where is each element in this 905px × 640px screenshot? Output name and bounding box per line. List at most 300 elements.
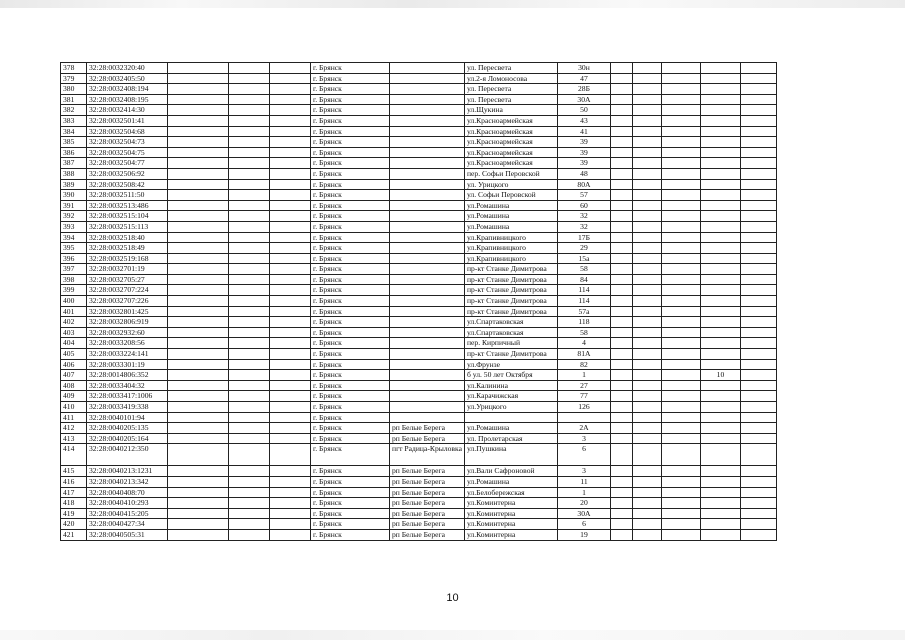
cell-empty [168,402,229,413]
cell-empty [740,73,776,84]
cell-empty [168,63,229,74]
cell-empty [632,211,661,222]
cell-empty [270,359,311,370]
cell-street: ул.Красноармейская [464,115,557,126]
cell-empty [610,359,632,370]
cell-empty [740,147,776,158]
cell-empty [661,338,700,349]
cell-locality [390,285,465,296]
cell-empty [661,487,700,498]
cell-locality [390,84,465,95]
cell-cadastral-number: 32:28:0033208:56 [87,338,168,349]
cell-empty [229,94,270,105]
cell-empty [661,519,700,530]
cell-number: 397 [61,264,87,275]
cell-empty [168,412,229,423]
cell-empty [168,211,229,222]
cell-empty [632,158,661,169]
cell-house: 11 [557,476,610,487]
cell-empty [229,137,270,148]
cell-house: 81А [557,349,610,360]
cell-house: 80А [557,179,610,190]
cell-city: г. Брянск [311,296,390,307]
cell-empty [740,317,776,328]
cell-empty [632,338,661,349]
cell-house: 114 [557,296,610,307]
cell-empty [229,338,270,349]
cell-city: г. Брянск [311,412,390,423]
cell-locality [390,391,465,402]
cell-empty [270,317,311,328]
cell-house: 57а [557,306,610,317]
cell-empty [168,232,229,243]
cell-cadastral-number: 32:28:0040213:342 [87,476,168,487]
cell-empty [632,444,661,466]
cell-empty [740,243,776,254]
cell-empty [740,338,776,349]
cell-empty [661,200,700,211]
cell-empty [632,73,661,84]
cell-street: ул.Крапивницкого [464,253,557,264]
cell-empty [229,73,270,84]
table-row [61,296,777,307]
cell-empty [610,115,632,126]
cell-empty [270,391,311,402]
cell-empty [229,296,270,307]
cell-house: 58 [557,327,610,338]
cell-city: г. Брянск [311,391,390,402]
cell-locality [390,115,465,126]
cell-empty [168,115,229,126]
cell-cadastral-number: 32:28:0032408:195 [87,94,168,105]
cell-empty [740,444,776,466]
cell-street: пр-кт Станке Димитрова [464,264,557,275]
cell-empty [632,147,661,158]
cell-city: г. Брянск [311,317,390,328]
cell-extra [700,115,740,126]
table-row [61,274,777,285]
cell-empty [632,274,661,285]
page-number: 10 [446,592,459,604]
cell-empty [632,84,661,95]
cell-empty [270,380,311,391]
cell-city: г. Брянск [311,444,390,466]
cell-city: г. Брянск [311,232,390,243]
cell-empty [270,423,311,434]
registry-table [60,62,777,541]
cell-empty [168,126,229,137]
cell-city: г. Брянск [311,359,390,370]
cell-number: 393 [61,221,87,232]
cell-number: 391 [61,200,87,211]
cell-empty [229,380,270,391]
cell-empty [270,63,311,74]
cell-empty [229,498,270,509]
cell-number: 381 [61,94,87,105]
cell-number: 412 [61,423,87,434]
cell-empty [229,211,270,222]
cell-empty [168,327,229,338]
cell-house: 41 [557,126,610,137]
cell-empty [610,508,632,519]
cell-number: 418 [61,498,87,509]
cell-locality [390,338,465,349]
cell-empty [270,126,311,137]
cell-extra [700,253,740,264]
cell-number: 386 [61,147,87,158]
cell-empty [632,115,661,126]
cell-locality [390,327,465,338]
cell-empty [661,274,700,285]
cell-empty [168,168,229,179]
cell-extra [700,466,740,477]
cell-number: 396 [61,253,87,264]
cell-house: 39 [557,158,610,169]
cell-empty [740,285,776,296]
cell-empty [229,370,270,381]
cell-extra [700,63,740,74]
cell-cadastral-number: 32:28:0040212:350 [87,444,168,466]
cell-empty [632,179,661,190]
cell-street: ул.Красноармейская [464,126,557,137]
cell-empty [661,433,700,444]
cell-locality [390,402,465,413]
cell-empty [632,349,661,360]
cell-cadastral-number: 32:28:0032405:50 [87,73,168,84]
cell-cadastral-number: 32:28:0032501:41 [87,115,168,126]
cell-extra [700,73,740,84]
cell-empty [270,327,311,338]
cell-empty [632,94,661,105]
cell-empty [661,370,700,381]
cell-locality: рп Белые Берега [390,529,465,540]
cell-empty [168,529,229,540]
table-row [61,508,777,519]
table-row [61,306,777,317]
cell-street: ул.Пушкина [464,444,557,466]
cell-empty [610,126,632,137]
cell-extra [700,168,740,179]
table-row [61,94,777,105]
cell-empty [661,423,700,434]
table-row [61,232,777,243]
cell-empty [740,221,776,232]
cell-house: 32 [557,211,610,222]
cell-number: 388 [61,168,87,179]
cell-cadastral-number: 32:28:0033404:32 [87,380,168,391]
cell-empty [270,487,311,498]
cell-street: ул.Калинина [464,380,557,391]
cell-house: 43 [557,115,610,126]
cell-empty [168,137,229,148]
cell-extra [700,444,740,466]
cell-empty [661,349,700,360]
cell-street: ул.Ромашина [464,211,557,222]
table-row [61,359,777,370]
cell-city: г. Брянск [311,508,390,519]
cell-extra [700,476,740,487]
cell-empty [610,179,632,190]
cell-cadastral-number: 32:28:0032801:425 [87,306,168,317]
cell-city: г. Брянск [311,221,390,232]
cell-empty [632,391,661,402]
cell-empty [740,137,776,148]
cell-number: 383 [61,115,87,126]
cell-empty [632,168,661,179]
cell-empty [270,158,311,169]
cell-empty [270,221,311,232]
cell-cadastral-number: 32:28:0040205:164 [87,433,168,444]
cell-cadastral-number: 32:28:0040213:1231 [87,466,168,477]
cell-empty [740,168,776,179]
table-row [61,179,777,190]
cell-extra [700,84,740,95]
cell-street: ул.Коминтерна [464,529,557,540]
cell-number: 407 [61,370,87,381]
cell-empty [229,519,270,530]
cell-street: ул. Пролетарская [464,433,557,444]
cell-empty [610,221,632,232]
cell-city: г. Брянск [311,94,390,105]
cell-extra [700,274,740,285]
cell-extra [700,211,740,222]
cell-number: 394 [61,232,87,243]
cell-empty [610,190,632,201]
cell-empty [610,327,632,338]
cell-empty [229,253,270,264]
cell-empty [610,168,632,179]
cell-empty [168,433,229,444]
cell-house: 32 [557,221,610,232]
cell-empty [661,137,700,148]
cell-empty [610,487,632,498]
cell-empty [661,306,700,317]
cell-empty [632,370,661,381]
cell-city: г. Брянск [311,190,390,201]
cell-empty [270,253,311,264]
cell-cadastral-number: 32:28:0032515:104 [87,211,168,222]
cell-city: г. Брянск [311,115,390,126]
cell-number: 395 [61,243,87,254]
cell-city: г. Брянск [311,200,390,211]
cell-empty [168,274,229,285]
cell-extra [700,158,740,169]
cell-empty [270,84,311,95]
cell-locality [390,179,465,190]
cell-empty [740,519,776,530]
cell-cadastral-number: 32:28:0032705:27 [87,274,168,285]
cell-empty [168,359,229,370]
cell-number: 421 [61,529,87,540]
cell-city: г. Брянск [311,306,390,317]
cell-number: 401 [61,306,87,317]
cell-house: 114 [557,285,610,296]
cell-number: 390 [61,190,87,201]
cell-locality [390,296,465,307]
cell-city: г. Брянск [311,519,390,530]
cell-empty [661,115,700,126]
cell-empty [610,84,632,95]
cell-extra [700,126,740,137]
cell-locality: рп Белые Берега [390,466,465,477]
cell-empty [229,359,270,370]
cell-street: пер. Кирпичный [464,338,557,349]
cell-empty [229,402,270,413]
cell-empty [168,264,229,275]
cell-number: 420 [61,519,87,530]
cell-number: 392 [61,211,87,222]
cell-empty [168,296,229,307]
cell-extra [700,327,740,338]
cell-empty [610,402,632,413]
cell-empty [610,147,632,158]
cell-empty [168,105,229,116]
table-row [61,370,777,381]
cell-empty [610,274,632,285]
cell-cadastral-number: 32:28:0040408:70 [87,487,168,498]
cell-empty [610,466,632,477]
cell-empty [661,147,700,158]
cell-city: г. Брянск [311,423,390,434]
cell-empty [740,423,776,434]
table-row [61,200,777,211]
cell-house: 39 [557,147,610,158]
cell-extra [700,338,740,349]
cell-empty [270,444,311,466]
table-row [61,529,777,540]
cell-street: ул.Красноармейская [464,158,557,169]
cell-house: 84 [557,274,610,285]
cell-city: г. Брянск [311,126,390,137]
cell-empty [610,200,632,211]
cell-empty [610,296,632,307]
cell-empty [168,476,229,487]
cell-empty [661,105,700,116]
cell-city: г. Брянск [311,137,390,148]
cell-empty [740,253,776,264]
cell-extra [700,200,740,211]
cell-cadastral-number: 32:28:0032408:194 [87,84,168,95]
cell-empty [632,402,661,413]
cell-number: 405 [61,349,87,360]
cell-extra [700,487,740,498]
table-row [61,519,777,530]
cell-locality [390,211,465,222]
cell-empty [270,529,311,540]
cell-street: пр-кт Станке Димитрова [464,285,557,296]
cell-empty [610,498,632,509]
cell-empty [740,158,776,169]
table-row [61,498,777,509]
scan-edge-bottom [0,630,905,640]
cell-empty [661,498,700,509]
table-row [61,380,777,391]
cell-empty [270,338,311,349]
cell-empty [168,391,229,402]
cell-empty [229,349,270,360]
table-row [61,264,777,275]
cell-extra [700,433,740,444]
cell-empty [270,179,311,190]
cell-house: 30н [557,63,610,74]
cell-empty [661,296,700,307]
cell-empty [270,243,311,254]
cell-empty [610,94,632,105]
cell-house: 6 [557,444,610,466]
cell-street: пер. Софьи Перовской [464,168,557,179]
cell-empty [168,285,229,296]
cell-street: ул.Спартаковская [464,327,557,338]
table-row [61,105,777,116]
cell-empty [661,476,700,487]
cell-empty [270,73,311,84]
cell-number: 385 [61,137,87,148]
cell-extra [700,498,740,509]
cell-city: г. Брянск [311,147,390,158]
cell-cadastral-number: 32:28:0040427:34 [87,519,168,530]
cell-house: 1 [557,370,610,381]
cell-empty [610,338,632,349]
cell-extra [700,285,740,296]
table-row [61,73,777,84]
cell-empty [661,264,700,275]
table-row [61,137,777,148]
cell-empty [229,466,270,477]
table-row [61,487,777,498]
cell-empty [740,466,776,477]
cell-number: 416 [61,476,87,487]
cell-empty [229,190,270,201]
cell-empty [632,200,661,211]
cell-empty [229,412,270,423]
cell-extra [700,243,740,254]
cell-empty [610,519,632,530]
cell-empty [229,105,270,116]
cell-street: ул. Софьи Перовской [464,190,557,201]
cell-extra [700,264,740,275]
cell-empty [168,200,229,211]
cell-locality [390,94,465,105]
cell-extra [700,296,740,307]
table-row [61,466,777,477]
cell-street: ул.Урицкого [464,402,557,413]
cell-number: 409 [61,391,87,402]
cell-locality: рп Белые Берега [390,423,465,434]
cell-locality [390,349,465,360]
cell-empty [632,498,661,509]
cell-empty [168,508,229,519]
cell-city: г. Брянск [311,338,390,349]
cell-city: г. Брянск [311,476,390,487]
cell-empty [740,296,776,307]
cell-empty [229,317,270,328]
cell-empty [229,391,270,402]
cell-cadastral-number: 32:28:0033301:19 [87,359,168,370]
table-row [61,327,777,338]
table-row [61,338,777,349]
cell-street: ул.Крапивницкого [464,232,557,243]
cell-empty [610,73,632,84]
cell-city: г. Брянск [311,487,390,498]
cell-empty [168,306,229,317]
table-row [61,253,777,264]
cell-empty [270,466,311,477]
cell-street: пр-кт Станке Димитрова [464,296,557,307]
cell-house: 77 [557,391,610,402]
cell-house: 57 [557,190,610,201]
cell-city: г. Брянск [311,211,390,222]
scan-edge-top [0,0,905,8]
